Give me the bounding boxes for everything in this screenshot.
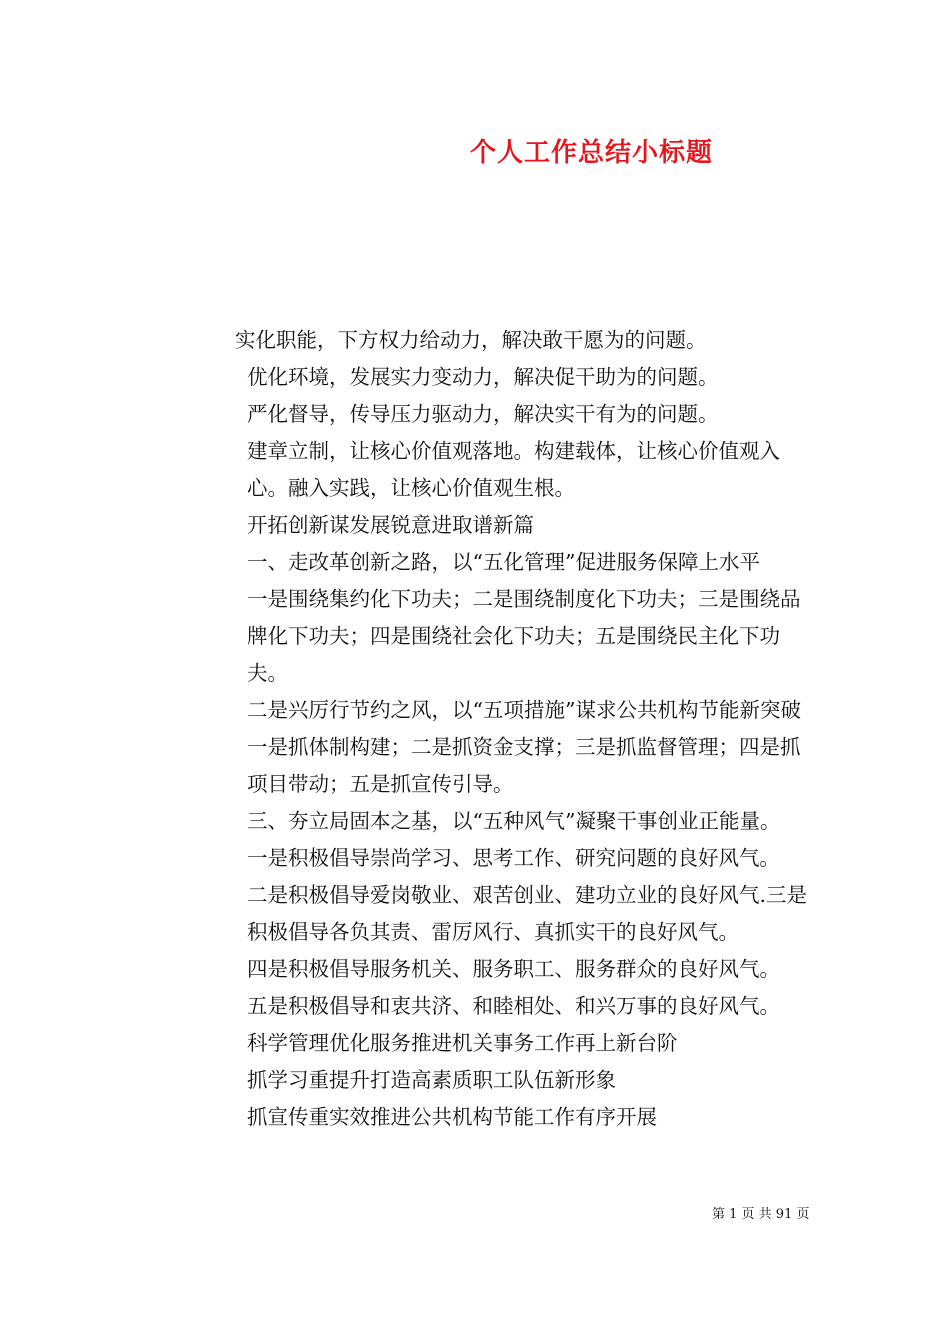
paragraph: 四是积极倡导服务机关、服务职工、服务群众的良好风气。 bbox=[247, 957, 780, 981]
paragraph: 一是积极倡导崇尚学习、思考工作、研究问题的良好风气。 bbox=[247, 846, 780, 870]
document-title: 个人工作总结小标题 bbox=[470, 138, 714, 168]
paragraph: 二是积极倡导爱岗敬业、艰苦创业、建功立业的良好风气.三是积极倡导各负其责、雷厉风行、真抓实干的良好风气。 bbox=[247, 883, 808, 944]
paragraph: 五是积极倡导和衷共济、和睦相处、和兴万事的良好风气。 bbox=[247, 994, 780, 1018]
paragraph: 抓学习重提升打造高素质职工队伍新形象 bbox=[247, 1068, 616, 1092]
paragraph: 建章立制，让核心价值观落地。构建载体，让核心价值观入心。融入实践，让核心价值观生根。 bbox=[247, 439, 780, 500]
paragraph: 实化职能，下方权力给动力，解决敢干愿为的问题。 bbox=[235, 328, 707, 352]
paragraph: 抓宣传重实效推进公共机构节能工作有序开展 bbox=[247, 1105, 657, 1129]
paragraph: 一是围绕集约化下功夫；二是围绕制度化下功夫；三是围绕品牌化下功夫；四是围绕社会化下功夫；五是围绕民主化下功夫。 bbox=[247, 587, 801, 685]
page-number-footer: 第 1 页 共 91 页 bbox=[712, 1207, 810, 1222]
paragraph: 二是兴厉行节约之风，以“五项措施”谋求公共机构节能新突破 bbox=[247, 698, 801, 722]
paragraph: 开拓创新谋发展锐意进取谱新篇 bbox=[247, 513, 534, 537]
paragraph: 严化督导，传导压力驱动力，解决实干有为的问题。 bbox=[247, 402, 719, 426]
paragraph: 优化环境，发展实力变动力，解决促干助为的问题。 bbox=[247, 365, 719, 389]
document-body bbox=[145, 322, 810, 1136]
paragraph: 三、夯立局固本之基，以“五种风气”凝聚干事创业正能量。 bbox=[247, 809, 781, 833]
paragraph: 一、走改革创新之路，以“五化管理”促进服务保障上水平 bbox=[247, 550, 760, 574]
paragraph: 科学管理优化服务推进机关事务工作再上新台阶 bbox=[247, 1031, 678, 1055]
paragraph: 一是抓体制构建；二是抓资金支撑；三是抓监督管理；四是抓项目带动；五是抓宣传引导。 bbox=[247, 735, 801, 796]
